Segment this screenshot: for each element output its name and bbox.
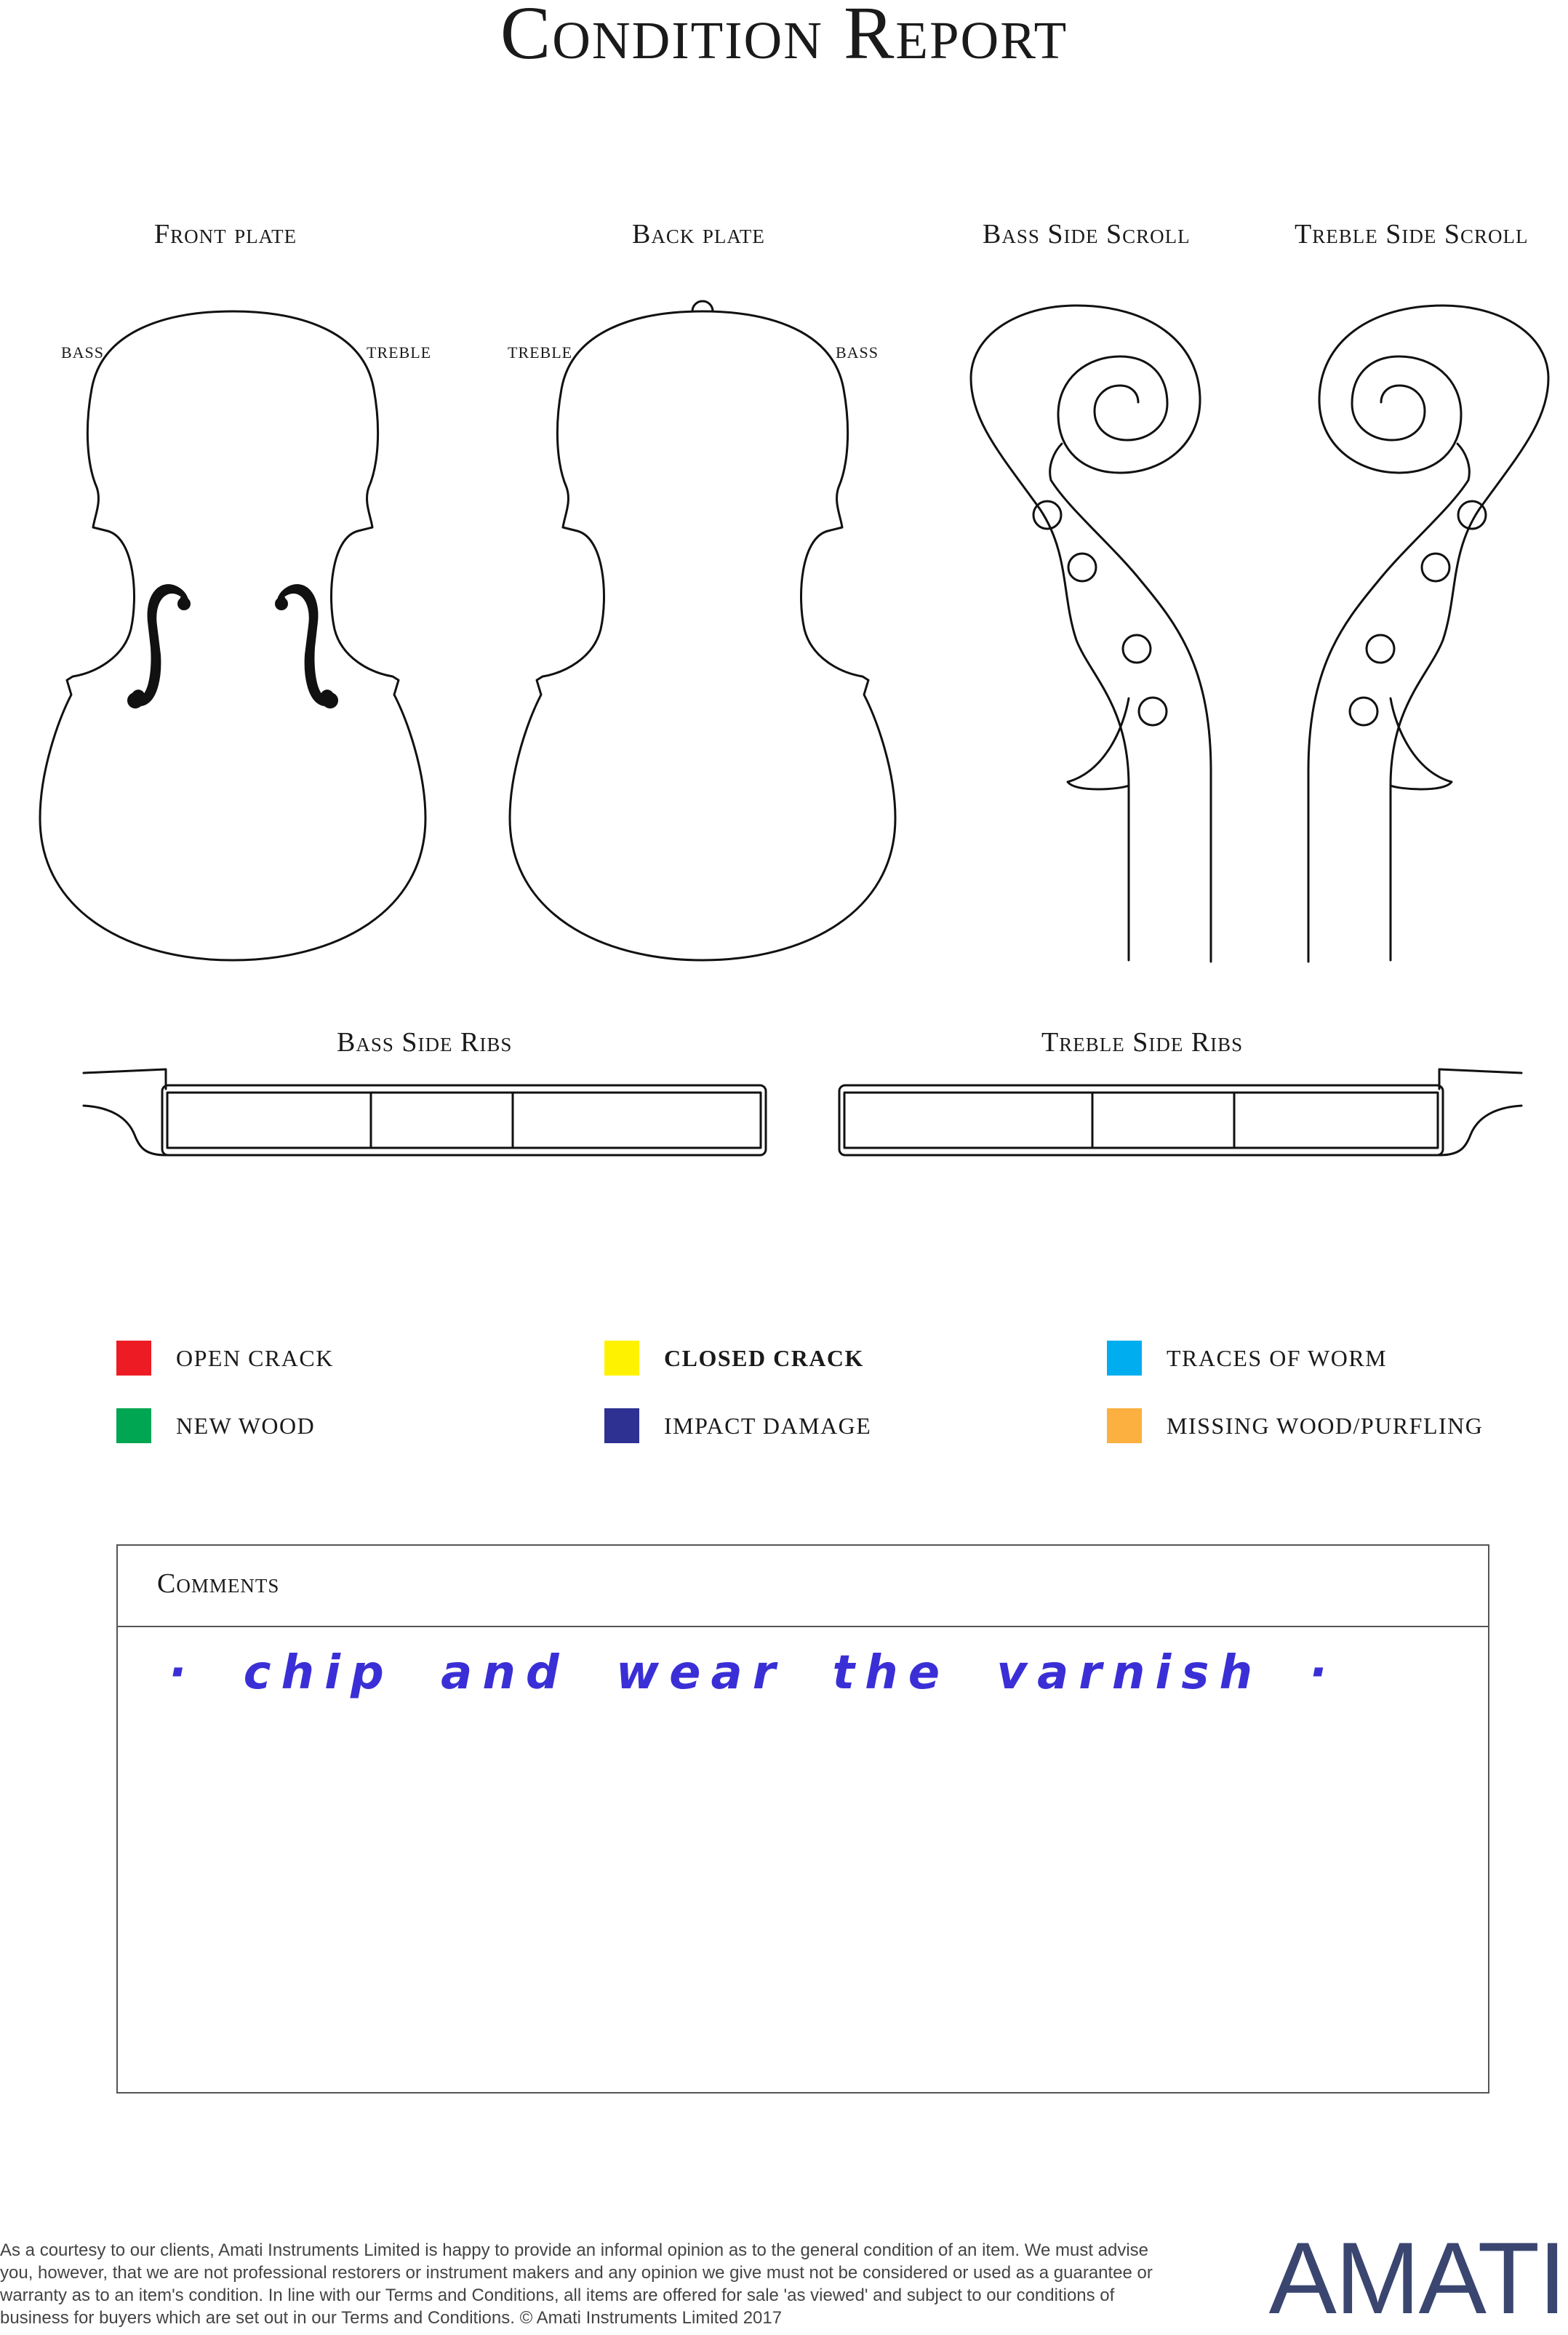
front-plate-outline xyxy=(40,311,425,960)
legend-swatch-navy xyxy=(604,1408,639,1443)
legend-swatch-orange xyxy=(1107,1408,1142,1443)
back-treble-label: TREBLE xyxy=(508,343,573,362)
handwritten-comment: · chip and wear the varnish · xyxy=(169,1646,1337,1700)
legend-swatch-yellow xyxy=(604,1341,639,1376)
disclaimer-text: As a courtesy to our clients, Amati Instruments Limited is happy to provide an informal opinion as to the general condition of an item. We must advise you, however, that we are not professional restorers or instrument makers and any opinion we give must not be considered or used as a guarantee or warranty as to an item's condition. In line with our Terms and Conditions, all items are offered for sale 'as viewed' and subject to our conditions of business for buyers which are set out in our Terms and Conditions. © Amati Instruments Limited 2017 xyxy=(0,2240,1153,2328)
legend-swatch-green xyxy=(116,1408,151,1443)
comments-title: Comments xyxy=(157,1568,280,1599)
legend-label: IMPACT DAMAGE xyxy=(664,1412,872,1439)
treble-side-scroll xyxy=(1308,306,1548,962)
comments-header xyxy=(118,1546,1488,1627)
legend-label: TRACES OF WORM xyxy=(1167,1344,1388,1371)
front-bass-label: BASS xyxy=(61,343,105,362)
legend-label: MISSING WOOD/PURFLING xyxy=(1167,1412,1484,1439)
back-plate-button xyxy=(692,301,713,311)
legend-swatch-red xyxy=(116,1341,151,1376)
back-plate-label: Back plate xyxy=(632,219,765,250)
treble-side-ribs xyxy=(839,1069,1521,1155)
front-treble-label: TREBLE xyxy=(367,343,432,362)
legend-swatch-cyan xyxy=(1107,1341,1142,1376)
treble-side-ribs-label: Treble Side Ribs xyxy=(1041,1027,1244,1058)
legend-new-wood xyxy=(116,1408,315,1443)
legend-closed-crack xyxy=(604,1341,864,1376)
legend-impact-damage xyxy=(604,1408,871,1443)
bass-side-scroll xyxy=(971,306,1211,962)
back-plate-outline xyxy=(510,311,895,960)
legend-label: NEW WOOD xyxy=(176,1412,316,1439)
legend-missing-wood-purfling xyxy=(1107,1408,1483,1443)
legend-traces-of-worm xyxy=(1107,1341,1387,1376)
front-plate-label: Front plate xyxy=(154,219,297,250)
back-bass-label: BASS xyxy=(836,343,879,362)
bass-side-ribs-label: Bass Side Ribs xyxy=(337,1027,513,1058)
comments-box xyxy=(116,1544,1489,2093)
legend-open-crack xyxy=(116,1341,334,1376)
treble-side-scroll-label: Treble Side Scroll xyxy=(1295,219,1529,250)
legend-label: CLOSED CRACK xyxy=(664,1344,864,1371)
bass-side-scroll-label: Bass Side Scroll xyxy=(983,219,1191,250)
page-title: Condition Report xyxy=(500,0,1068,75)
amati-logo: AMATI xyxy=(1268,2221,1565,2335)
bass-side-ribs xyxy=(84,1069,766,1155)
legend-label: OPEN CRACK xyxy=(176,1344,334,1371)
